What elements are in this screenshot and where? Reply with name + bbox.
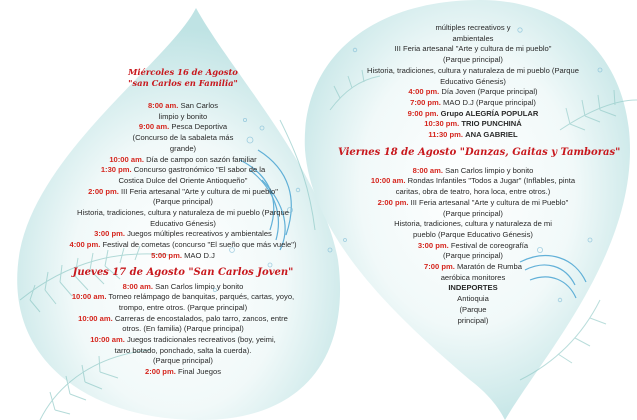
event-time: 10:00 am. bbox=[109, 154, 144, 164]
event-description: principal) bbox=[457, 315, 489, 325]
event-description: Historia, tradiciones, cultura y naturaleza de mi pueblo (Parque bbox=[367, 65, 579, 75]
event-description: Concurso gastronómico "El sabor de la bbox=[133, 165, 266, 175]
event-time: 4:00 pm. bbox=[408, 87, 440, 97]
day2-continued-events bbox=[338, 23, 608, 141]
event-description: Costica Dulce del Oriente Antioqueño" bbox=[118, 175, 248, 185]
schedule-line bbox=[338, 166, 608, 177]
event-time: 1:30 pm. bbox=[100, 165, 132, 175]
event-description: MAO D.J (Parque principal) bbox=[443, 97, 536, 107]
schedule-line bbox=[338, 273, 608, 284]
schedule-line bbox=[48, 208, 318, 219]
event-description: San Carlos limpio y bonito bbox=[155, 281, 244, 291]
event-description: Maratón de Rumba bbox=[456, 262, 522, 272]
schedule-line bbox=[338, 241, 608, 252]
schedule-line bbox=[338, 251, 608, 262]
event-description: TRIO PUNCHINÁ bbox=[461, 119, 522, 129]
event-description: caritas, obra de teatro, hora loca, entre otros.) bbox=[395, 187, 551, 197]
schedule-line bbox=[48, 324, 318, 335]
event-time: 10:30 pm. bbox=[424, 119, 460, 129]
event-description: INDEPORTES bbox=[448, 283, 498, 293]
event-time: 2:00 pm. bbox=[377, 197, 409, 207]
event-description: tarro botado, ponchado, salta la cuerda). bbox=[114, 345, 252, 355]
schedule-line bbox=[48, 282, 318, 293]
event-time: 8:00 am. bbox=[147, 101, 179, 110]
event-time: 9:00 am. bbox=[138, 122, 170, 132]
schedule-line bbox=[338, 316, 608, 327]
event-description: Historia, tradiciones, cultura y naturaleza de mi pueblo (Parque bbox=[77, 208, 289, 218]
event-description: Grupo ALEGRÍA POPULAR bbox=[440, 108, 539, 118]
event-description: (Parque principal) bbox=[153, 356, 213, 366]
event-description: (Parque principal) bbox=[443, 208, 503, 218]
schedule-line bbox=[338, 55, 608, 66]
event-time: 8:00 am. bbox=[412, 165, 444, 175]
schedule-line bbox=[48, 133, 318, 144]
event-description: ANA GABRIEL bbox=[465, 130, 518, 140]
schedule-line bbox=[48, 112, 318, 123]
event-description: Juegos múltiples recreativos y ambientales bbox=[127, 229, 272, 239]
day1-events bbox=[48, 101, 318, 262]
schedule-line bbox=[338, 98, 608, 109]
event-time: 7:00 pm. bbox=[410, 97, 441, 107]
event-description: III Feria artesanal "Arte y cultura de mi Pueblo" bbox=[410, 197, 569, 207]
event-description: (Parque principal) bbox=[153, 197, 213, 207]
event-description: Festival de coreografía bbox=[450, 240, 529, 250]
day1-heading: Miércoles 16 de Agosto bbox=[128, 67, 238, 77]
event-time: 8:00 am. bbox=[122, 281, 154, 291]
event-description: grande) bbox=[169, 143, 197, 153]
schedule-line bbox=[338, 262, 608, 273]
event-time: 10:00 am. bbox=[78, 313, 113, 323]
schedule-line bbox=[48, 367, 318, 378]
schedule-line bbox=[338, 198, 608, 209]
schedule-line bbox=[338, 23, 608, 34]
event-description: otros. (En familia) (Parque principal) bbox=[122, 324, 244, 334]
schedule-line bbox=[338, 34, 608, 45]
schedule-line bbox=[48, 144, 318, 155]
left-schedule bbox=[48, 67, 318, 378]
schedule-line bbox=[338, 219, 608, 230]
event-description: San Carlos bbox=[180, 101, 219, 110]
event-description: trompo, entre otros. (Parque principal) bbox=[118, 302, 248, 312]
schedule-line bbox=[48, 251, 318, 262]
schedule-line bbox=[338, 109, 608, 120]
day2-heading: Jueves 17 de Agosto "San Carlos Joven" bbox=[72, 266, 294, 278]
day2-events bbox=[48, 282, 318, 378]
event-time: 9:00 pm. bbox=[407, 108, 439, 118]
right-schedule bbox=[338, 23, 621, 326]
event-description: Final Juegos bbox=[177, 367, 221, 377]
event-description: Juegos tradicionales recreativos (boy, yeimi, bbox=[126, 335, 276, 345]
event-description: Festival de cometas (concurso "El sueño que más vuele") bbox=[102, 240, 297, 250]
schedule-line bbox=[48, 176, 318, 187]
event-description: Educativo Génesis) bbox=[150, 218, 216, 228]
event-time: 4:00 pm. bbox=[69, 240, 101, 250]
event-description: Educativo Génesis) bbox=[440, 76, 506, 86]
event-description: MAO D.J bbox=[184, 250, 215, 260]
event-description: múltiples recreativos y bbox=[435, 23, 511, 32]
event-description: Rondas Infantiles "Todos a Jugar" (Inflables, pinta bbox=[407, 176, 576, 186]
schedule-line bbox=[338, 87, 608, 98]
event-description: ambientales bbox=[452, 33, 494, 43]
schedule-line bbox=[48, 229, 318, 240]
schedule-line bbox=[338, 77, 608, 88]
event-description: pueblo (Parque Educativo Génesis) bbox=[413, 229, 533, 239]
event-description: Carreras de encostalados, palo tarro, zancos, entre bbox=[114, 313, 288, 323]
schedule-line bbox=[48, 155, 318, 166]
event-time: 10:00 am. bbox=[370, 176, 406, 186]
schedule-line bbox=[48, 165, 318, 176]
event-description: III Feria artesanal "Arte y cultura de mi pueblo" bbox=[121, 186, 278, 196]
schedule-line bbox=[338, 176, 608, 187]
event-time: 10:00 am. bbox=[71, 292, 107, 302]
schedule-line bbox=[48, 101, 318, 112]
schedule-line bbox=[338, 230, 608, 241]
event-description: III Feria artesanal "Arte y cultura de mi pueblo" bbox=[394, 44, 552, 54]
schedule-line bbox=[338, 119, 608, 130]
schedule-line bbox=[48, 197, 318, 208]
day1-subheading: "san Carlos en Familia" bbox=[128, 78, 238, 88]
schedule-line bbox=[48, 303, 318, 314]
event-description: aeróbica monitores bbox=[440, 272, 506, 282]
schedule-line bbox=[48, 335, 318, 346]
schedule-line bbox=[338, 294, 608, 305]
schedule-line bbox=[338, 283, 608, 294]
event-time: 3:00 pm. bbox=[94, 229, 125, 239]
event-time: 2:00 pm. bbox=[145, 367, 176, 377]
schedule-line bbox=[338, 209, 608, 220]
schedule-line bbox=[48, 122, 318, 133]
event-description: (Parque bbox=[459, 304, 487, 314]
day3-heading: Viernes 18 de Agosto "Danzas, Gaitas y Tamboras" bbox=[338, 146, 621, 158]
event-description: Torneo relámpago de banquitas, parqués, cartas, yoyo, bbox=[108, 292, 295, 302]
schedule-line bbox=[338, 305, 608, 316]
day3-events bbox=[338, 166, 608, 327]
schedule-line bbox=[338, 66, 608, 77]
schedule-line bbox=[48, 314, 318, 325]
event-description: Historia, tradiciones, cultura y naturaleza de mi bbox=[394, 219, 552, 229]
event-description: limpio y bonito bbox=[158, 111, 208, 121]
schedule-line bbox=[48, 187, 318, 198]
schedule-line bbox=[338, 44, 608, 55]
event-description: Día de campo con sazón familiar bbox=[146, 154, 257, 164]
schedule-line bbox=[48, 240, 318, 251]
schedule-line bbox=[338, 187, 608, 198]
event-time: 3:00 pm. bbox=[417, 240, 449, 250]
event-description: (Parque principal) bbox=[443, 251, 503, 261]
schedule-line bbox=[48, 356, 318, 367]
schedule-line bbox=[48, 219, 318, 230]
event-description: Pesca Deportiva bbox=[171, 122, 228, 132]
event-description: San Carlos limpio y bonito bbox=[445, 165, 534, 175]
schedule-line bbox=[48, 346, 318, 357]
event-time: 2:00 pm. bbox=[88, 186, 119, 196]
event-description: (Parque principal) bbox=[443, 55, 503, 65]
schedule-line bbox=[338, 130, 608, 141]
schedule-line bbox=[48, 292, 318, 303]
event-description: Día Joven (Parque principal) bbox=[441, 87, 538, 97]
event-description: (Concurso de la sabaleta más bbox=[132, 133, 234, 143]
event-time: 5:00 pm. bbox=[151, 250, 182, 260]
event-description: Antioquia bbox=[457, 294, 489, 304]
event-time: 11:30 pm. bbox=[428, 130, 464, 140]
event-time: 10:00 am. bbox=[90, 335, 125, 345]
event-time: 7:00 pm. bbox=[424, 262, 455, 272]
